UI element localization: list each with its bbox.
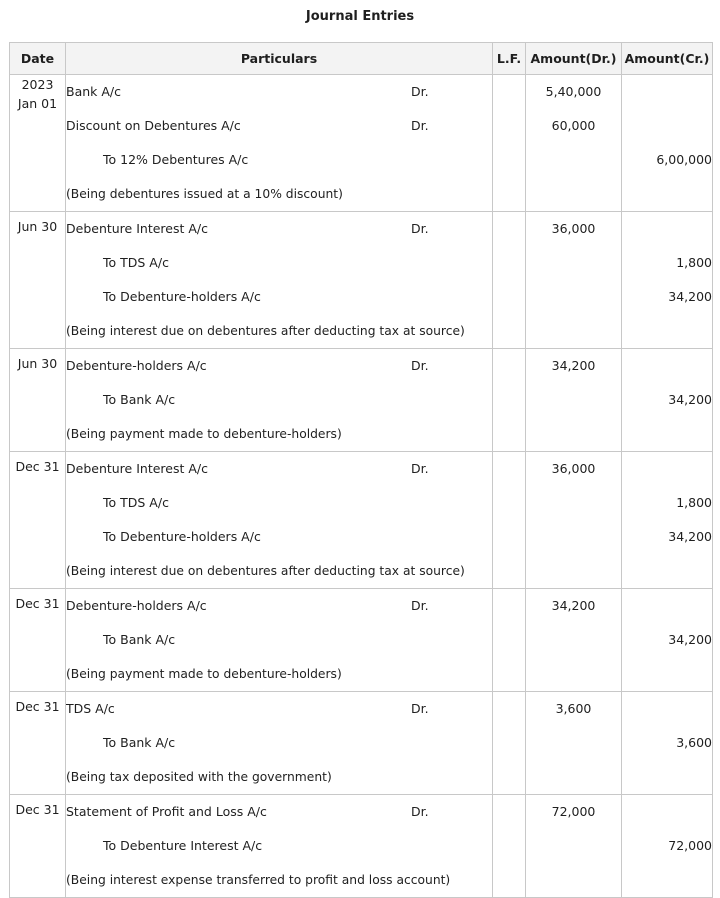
- credit-account-line: To Debenture Interest A/c: [103, 838, 263, 853]
- entry-lf: [493, 452, 526, 589]
- entry-date: [10, 795, 66, 898]
- header-row: [10, 43, 713, 75]
- entry-date-line: 2023: [21, 77, 54, 92]
- credit-amount-blank: [622, 314, 712, 348]
- entry-debit-amounts: [526, 349, 622, 452]
- journal-entry-row: [10, 452, 713, 589]
- entry-particulars: [66, 212, 493, 349]
- credit-amount: 34,200: [668, 529, 712, 544]
- debit-amount-blank: [526, 280, 621, 314]
- entry-lf: [493, 349, 526, 452]
- dr-marker: Dr.: [411, 358, 429, 373]
- dr-marker: Dr.: [411, 461, 429, 476]
- credit-account-line: To Debenture-holders A/c: [103, 529, 261, 544]
- credit-amount-blank: [622, 109, 712, 143]
- entry-date: [10, 212, 66, 349]
- dr-marker: Dr.: [411, 598, 429, 613]
- debit-account-name: Debenture Interest A/c: [66, 461, 208, 476]
- credit-account-line: To Debenture-holders A/c: [103, 289, 261, 304]
- entry-particulars: [66, 349, 493, 452]
- entry-particulars: [66, 692, 493, 795]
- credit-amount: 72,000: [668, 838, 712, 853]
- debit-amount-blank: [526, 863, 621, 897]
- credit-account-line: To TDS A/c: [103, 255, 169, 270]
- header-debit: Amount(Dr.): [526, 43, 622, 75]
- credit-amount: 34,200: [668, 289, 712, 304]
- debit-amount: 34,200: [551, 358, 596, 373]
- debit-account-line: [66, 692, 492, 726]
- narration: (Being interest expense transferred to profit and loss account): [66, 873, 451, 887]
- entry-date: [10, 692, 66, 795]
- debit-amount-blank: [526, 486, 621, 520]
- journal-entry-row: [10, 795, 713, 898]
- entry-credit-amounts: [622, 212, 713, 349]
- debit-account-line: [66, 452, 492, 486]
- entry-credit-amounts: [622, 75, 713, 212]
- entry-particulars: [66, 75, 493, 212]
- entry-date-line: Jun 30: [17, 356, 58, 371]
- narration: (Being tax deposited with the government): [66, 770, 332, 784]
- journal-entry-row: [10, 589, 713, 692]
- debit-amount-blank: [526, 623, 621, 657]
- debit-amount: 72,000: [551, 804, 596, 819]
- debit-amount-blank: [526, 417, 621, 451]
- entry-date-line: Dec 31: [15, 459, 60, 474]
- journal-entry-row: [10, 75, 713, 212]
- credit-amount-blank: [622, 760, 712, 794]
- entry-date: [10, 452, 66, 589]
- header-credit: Amount(Cr.): [622, 43, 713, 75]
- journal-table: [9, 42, 713, 898]
- credit-amount-blank: [622, 349, 712, 383]
- entry-debit-amounts: [526, 692, 622, 795]
- credit-amount-blank: [622, 554, 712, 588]
- debit-amount-blank: [526, 383, 621, 417]
- entry-date: [10, 349, 66, 452]
- debit-account-line: [66, 75, 492, 109]
- debit-account-line: [66, 349, 492, 383]
- credit-amount-blank: [622, 75, 712, 109]
- debit-account-line: [66, 212, 492, 246]
- debit-amount-blank: [526, 726, 621, 760]
- entry-credit-amounts: [622, 589, 713, 692]
- credit-amount-blank: [622, 863, 712, 897]
- entry-date-line: Dec 31: [15, 699, 60, 714]
- entry-lf: [493, 75, 526, 212]
- debit-amount: 60,000: [551, 118, 596, 133]
- debit-amount-blank: [526, 829, 621, 863]
- debit-amount: 36,000: [551, 461, 596, 476]
- header-date: Date: [10, 43, 66, 75]
- journal-entry-row: [10, 212, 713, 349]
- credit-account-line: To Bank A/c: [103, 392, 176, 407]
- narration: (Being debentures issued at a 10% discount): [66, 187, 343, 201]
- entry-credit-amounts: [622, 692, 713, 795]
- narration: (Being payment made to debenture-holders): [66, 427, 342, 441]
- entry-credit-amounts: [622, 795, 713, 898]
- debit-amount: 3,600: [555, 701, 592, 716]
- credit-amount-blank: [622, 212, 712, 246]
- credit-amount: 34,200: [668, 632, 712, 647]
- credit-account-line: To 12% Debentures A/c: [103, 152, 249, 167]
- entry-date-line: Dec 31: [15, 802, 60, 817]
- debit-account-line: [66, 795, 492, 829]
- dr-marker: Dr.: [411, 221, 429, 236]
- dr-marker: Dr.: [411, 701, 429, 716]
- page-title: Journal Entries: [305, 9, 415, 24]
- debit-account-name: Discount on Debentures A/c: [66, 118, 241, 133]
- debit-amount-blank: [526, 246, 621, 280]
- entry-particulars: [66, 452, 493, 589]
- debit-amount: 34,200: [551, 598, 596, 613]
- dr-marker: Dr.: [411, 84, 429, 99]
- debit-amount: 36,000: [551, 221, 596, 236]
- entry-lf: [493, 212, 526, 349]
- credit-amount-blank: [622, 452, 712, 486]
- credit-account-line: To TDS A/c: [103, 495, 169, 510]
- narration: (Being payment made to debenture-holders): [66, 667, 342, 681]
- entry-lf: [493, 589, 526, 692]
- debit-account-name: Debenture-holders A/c: [66, 598, 207, 613]
- dr-marker: Dr.: [411, 118, 429, 133]
- debit-account-name: Statement of Profit and Loss A/c: [66, 804, 267, 819]
- journal-entry-row: [10, 692, 713, 795]
- debit-amount-blank: [526, 760, 621, 794]
- entry-particulars: [66, 795, 493, 898]
- narration: (Being interest due on debentures after deducting tax at source): [66, 564, 465, 578]
- credit-amount-blank: [622, 177, 712, 211]
- entry-date-line: Jun 30: [17, 219, 58, 234]
- journal-entry-row: [10, 349, 713, 452]
- credit-account-line: To Bank A/c: [103, 735, 176, 750]
- debit-amount-blank: [526, 657, 621, 691]
- entry-date: [10, 75, 66, 212]
- credit-amount: 34,200: [668, 392, 712, 407]
- entry-debit-amounts: [526, 212, 622, 349]
- debit-account-name: TDS A/c: [66, 701, 115, 716]
- credit-amount: 6,00,000: [656, 152, 712, 167]
- narration: (Being interest due on debentures after deducting tax at source): [66, 324, 465, 338]
- credit-amount-blank: [622, 795, 712, 829]
- debit-amount-blank: [526, 143, 621, 177]
- debit-amount-blank: [526, 314, 621, 348]
- dr-marker: Dr.: [411, 804, 429, 819]
- debit-account-name: Debenture Interest A/c: [66, 221, 208, 236]
- credit-amount: 1,800: [676, 495, 712, 510]
- entry-date-line: Dec 31: [15, 596, 60, 611]
- journal-body: [10, 75, 713, 898]
- entry-debit-amounts: [526, 795, 622, 898]
- debit-account-name: Debenture-holders A/c: [66, 358, 207, 373]
- entry-debit-amounts: [526, 452, 622, 589]
- credit-amount-blank: [622, 589, 712, 623]
- entry-credit-amounts: [622, 452, 713, 589]
- debit-amount-blank: [526, 520, 621, 554]
- entry-date: [10, 589, 66, 692]
- header-particulars: Particulars: [66, 43, 493, 75]
- debit-account-line: [66, 109, 492, 143]
- entry-debit-amounts: [526, 75, 622, 212]
- header-lf: L.F.: [493, 43, 526, 75]
- credit-amount: 1,800: [676, 255, 712, 270]
- credit-amount-blank: [622, 657, 712, 691]
- entry-particulars: [66, 589, 493, 692]
- entry-lf: [493, 692, 526, 795]
- debit-amount: 5,40,000: [545, 84, 602, 99]
- entry-lf: [493, 795, 526, 898]
- entry-date-line: Jan 01: [17, 96, 58, 111]
- debit-account-line: [66, 589, 492, 623]
- entry-credit-amounts: [622, 349, 713, 452]
- debit-account-name: Bank A/c: [66, 84, 122, 99]
- entry-debit-amounts: [526, 589, 622, 692]
- credit-amount: 3,600: [676, 735, 712, 750]
- credit-account-line: To Bank A/c: [103, 632, 176, 647]
- credit-amount-blank: [622, 417, 712, 451]
- debit-amount-blank: [526, 177, 621, 211]
- debit-amount-blank: [526, 554, 621, 588]
- credit-amount-blank: [622, 692, 712, 726]
